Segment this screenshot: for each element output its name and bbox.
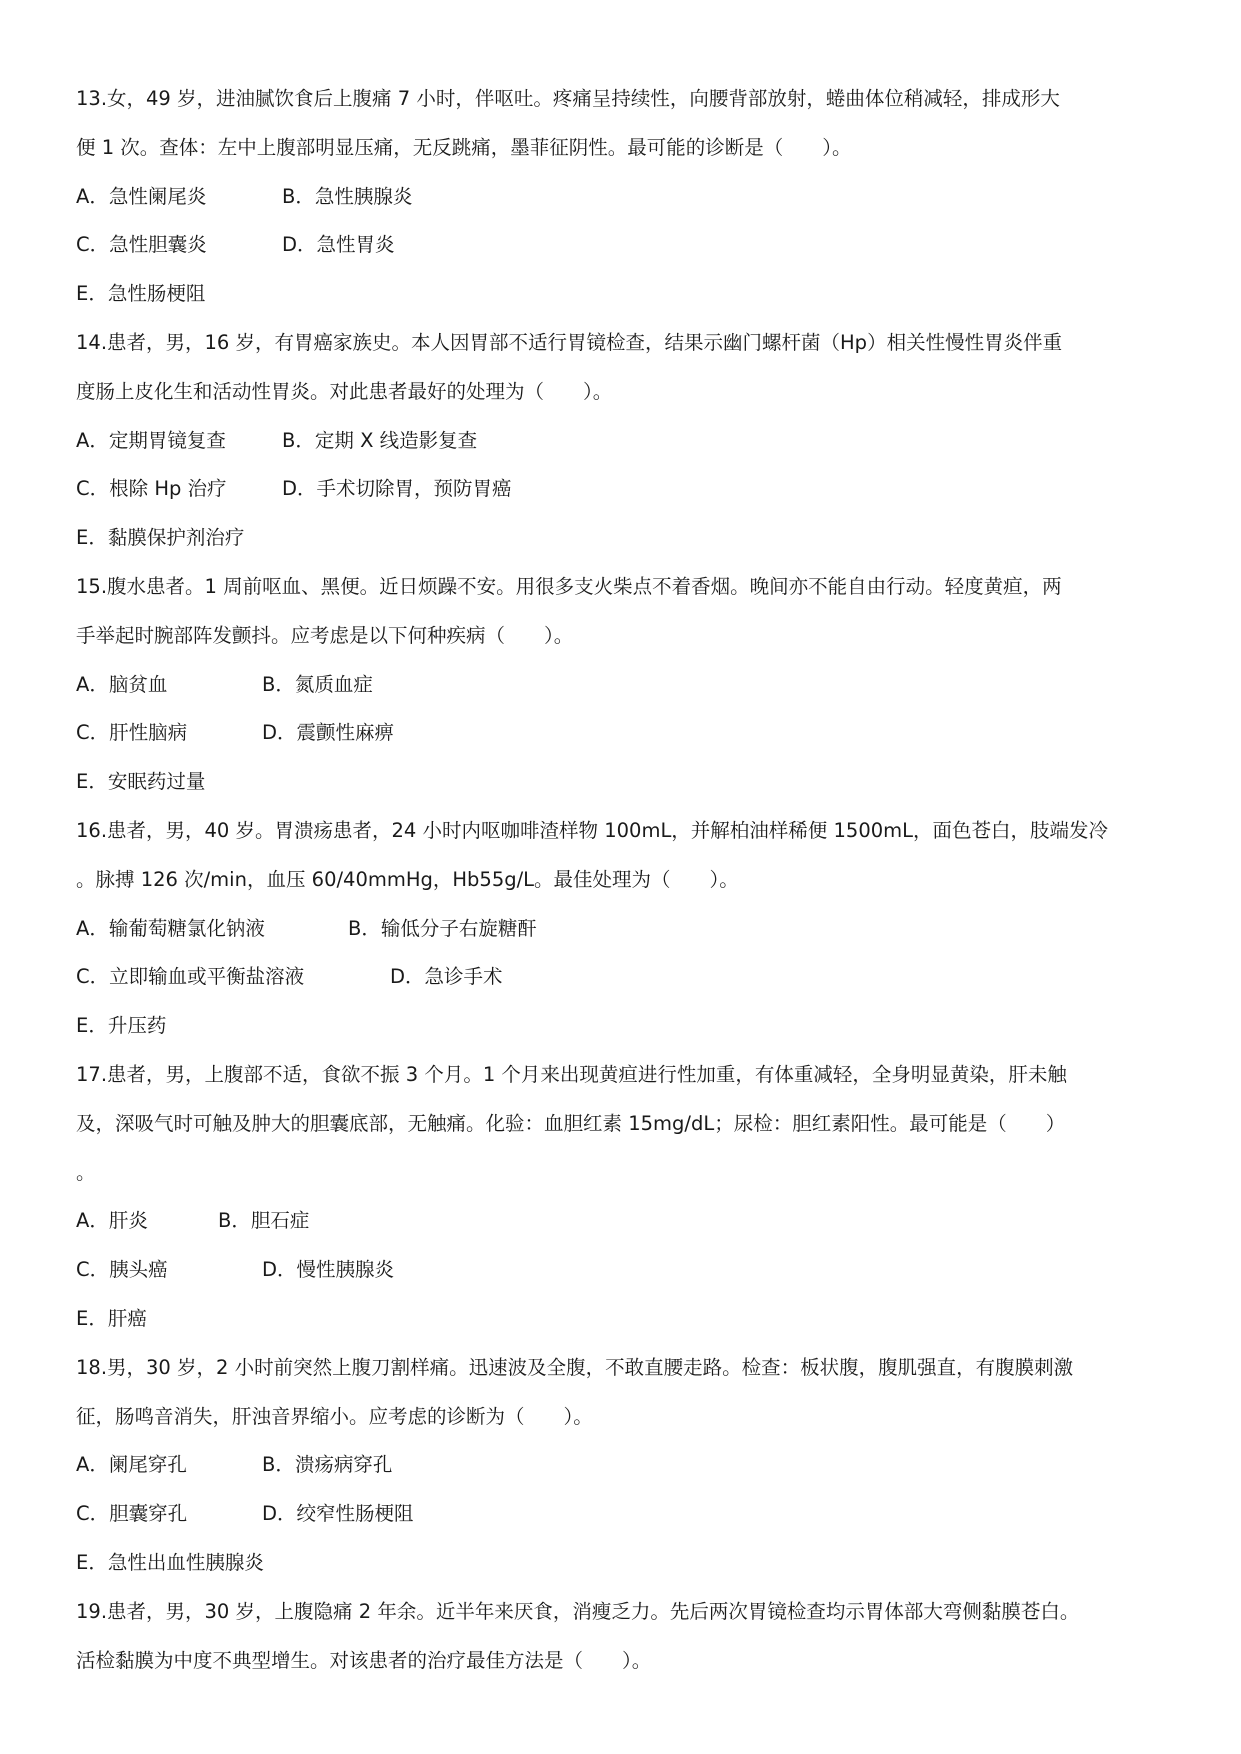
option-row — [76, 1490, 1168, 1539]
question-17 — [76, 1051, 1168, 1344]
option-d: D．手术切除胃，预防胃癌 — [282, 477, 512, 501]
question-13 — [76, 75, 1168, 319]
option-row — [76, 173, 1168, 222]
option-row — [76, 1295, 1168, 1344]
question-text-line: 手举起时腕部阵发颤抖。应考虑是以下何种疾病（ ）。 — [76, 623, 574, 647]
option-e: E．升压药 — [76, 1014, 167, 1038]
option-row — [76, 514, 1168, 563]
option-row — [76, 1197, 1168, 1246]
question-text-line: 活检黏膜为中度不典型增生。对该患者的治疗最佳方法是（ ）。 — [76, 1648, 652, 1672]
option-d: D．慢性胰腺炎 — [262, 1258, 395, 1282]
question-18 — [76, 1344, 1168, 1588]
question-15 — [76, 563, 1168, 807]
option-row — [76, 465, 1168, 514]
option-b: B．溃疡病穿孔 — [262, 1453, 393, 1477]
option-a: A．阑尾穿孔 — [76, 1453, 187, 1477]
option-row — [76, 221, 1168, 270]
option-e: E．急性出血性胰腺炎 — [76, 1550, 264, 1574]
option-b: B．定期 X 线造影复查 — [282, 428, 478, 452]
option-row — [76, 1539, 1168, 1588]
question-text-line: 19.患者，男，30 岁，上腹隐痛 2 年余。近半年来厌食，消瘦乏力。先后两次胃镜检查均示胃体部大弯侧黏膜苍白。 — [76, 1599, 1080, 1623]
question-text-line: 度肠上皮化生和活动性胃炎。对此患者最好的处理为（ ）。 — [76, 379, 613, 403]
option-row — [76, 1441, 1168, 1490]
option-a: A．脑贫血 — [76, 672, 168, 696]
option-row — [76, 1002, 1168, 1051]
question-text-line: 14.患者，男，16 岁，有胃癌家族史。本人因胃部不适行胃镜检查，结果示幽门螺杆菌（Hp）相关性慢性胃炎伴重 — [76, 330, 1063, 354]
document-page — [76, 75, 1168, 1685]
option-row — [76, 758, 1168, 807]
option-e: E．黏膜保护剂治疗 — [76, 526, 245, 550]
option-e: E．急性肠梗阻 — [76, 282, 206, 306]
question-text-line: 。 — [76, 1160, 96, 1184]
option-b: B．胆石症 — [218, 1209, 310, 1233]
option-c: C．肝性脑病 — [76, 721, 188, 745]
question-19 — [76, 1588, 1168, 1686]
option-d: D．急诊手术 — [390, 965, 503, 989]
option-row — [76, 270, 1168, 319]
option-d: D．绞窄性肠梗阻 — [262, 1502, 414, 1526]
question-text-line: 17.患者，男，上腹部不适，食欲不振 3 个月。1 个月来出现黄疸进行性加重，有体重减轻，全身明显黄染，肝未触 — [76, 1062, 1067, 1086]
option-row — [76, 953, 1168, 1002]
option-d: D．急性胃炎 — [282, 233, 395, 257]
option-row — [76, 905, 1168, 954]
option-row — [76, 417, 1168, 466]
option-row — [76, 709, 1168, 758]
question-16 — [76, 807, 1168, 1051]
option-e: E．肝癌 — [76, 1306, 147, 1330]
option-c: C．根除 Hp 治疗 — [76, 477, 227, 501]
question-14 — [76, 319, 1168, 563]
option-b: B．输低分子右旋糖酐 — [348, 916, 537, 940]
option-row — [76, 1246, 1168, 1295]
question-text-line: 16.患者，男，40 岁。胃溃疡患者，24 小时内呕咖啡渣样物 100mL，并解柏油样稀便 1500mL，面色苍白，肢端发冷 — [76, 818, 1108, 842]
option-c: C．胆囊穿孔 — [76, 1502, 188, 1526]
question-text-line: 及，深吸气时可触及肿大的胆囊底部，无触痛。化验：血胆红素 15mg/dL；尿检：胆红素阳性。最可能是（ ） — [76, 1111, 1066, 1135]
option-c: C．胰头癌 — [76, 1258, 168, 1282]
option-b: B．急性胰腺炎 — [282, 184, 413, 208]
option-a: A．肝炎 — [76, 1209, 148, 1233]
question-text-line: 13.女，49 岁，进油腻饮食后上腹痛 7 小时，伴呕吐。疼痛呈持续性，向腰背部放射，蜷曲体位稍减轻，排成形大 — [76, 87, 1060, 110]
question-text-line: 。脉搏 126 次/min，血压 60/40mmHg，Hb55g/L。最佳处理为（ ）。 — [76, 867, 739, 891]
question-text-line: 18.男，30 岁，2 小时前突然上腹刀割样痛。迅速波及全腹，不敢直腰走路。检查：板状腹，腹肌强直，有腹膜刺激 — [76, 1355, 1074, 1379]
question-text-line: 征，肠鸣音消失，肝浊音界缩小。应考虑的诊断为（ ）。 — [76, 1404, 593, 1428]
option-row — [76, 661, 1168, 710]
option-a: A．急性阑尾炎 — [76, 184, 207, 208]
question-text-line: 15.腹水患者。1 周前呕血、黑便。近日烦躁不安。用很多支火柴点不着香烟。晚间亦不能自由行动。轻度黄疸，两 — [76, 574, 1062, 598]
question-text-line: 便 1 次。查体：左中上腹部明显压痛，无反跳痛，墨菲征阴性。最可能的诊断是（ ）。 — [76, 135, 852, 159]
option-c: C．急性胆囊炎 — [76, 233, 207, 257]
option-d: D．震颤性麻痹 — [262, 721, 395, 745]
option-a: A．定期胃镜复查 — [76, 428, 226, 452]
option-a: A．输葡萄糖氯化钠液 — [76, 916, 265, 940]
option-b: B．氮质血症 — [262, 672, 373, 696]
option-e: E．安眠药过量 — [76, 770, 206, 794]
option-c: C．立即输血或平衡盐溶液 — [76, 965, 305, 989]
